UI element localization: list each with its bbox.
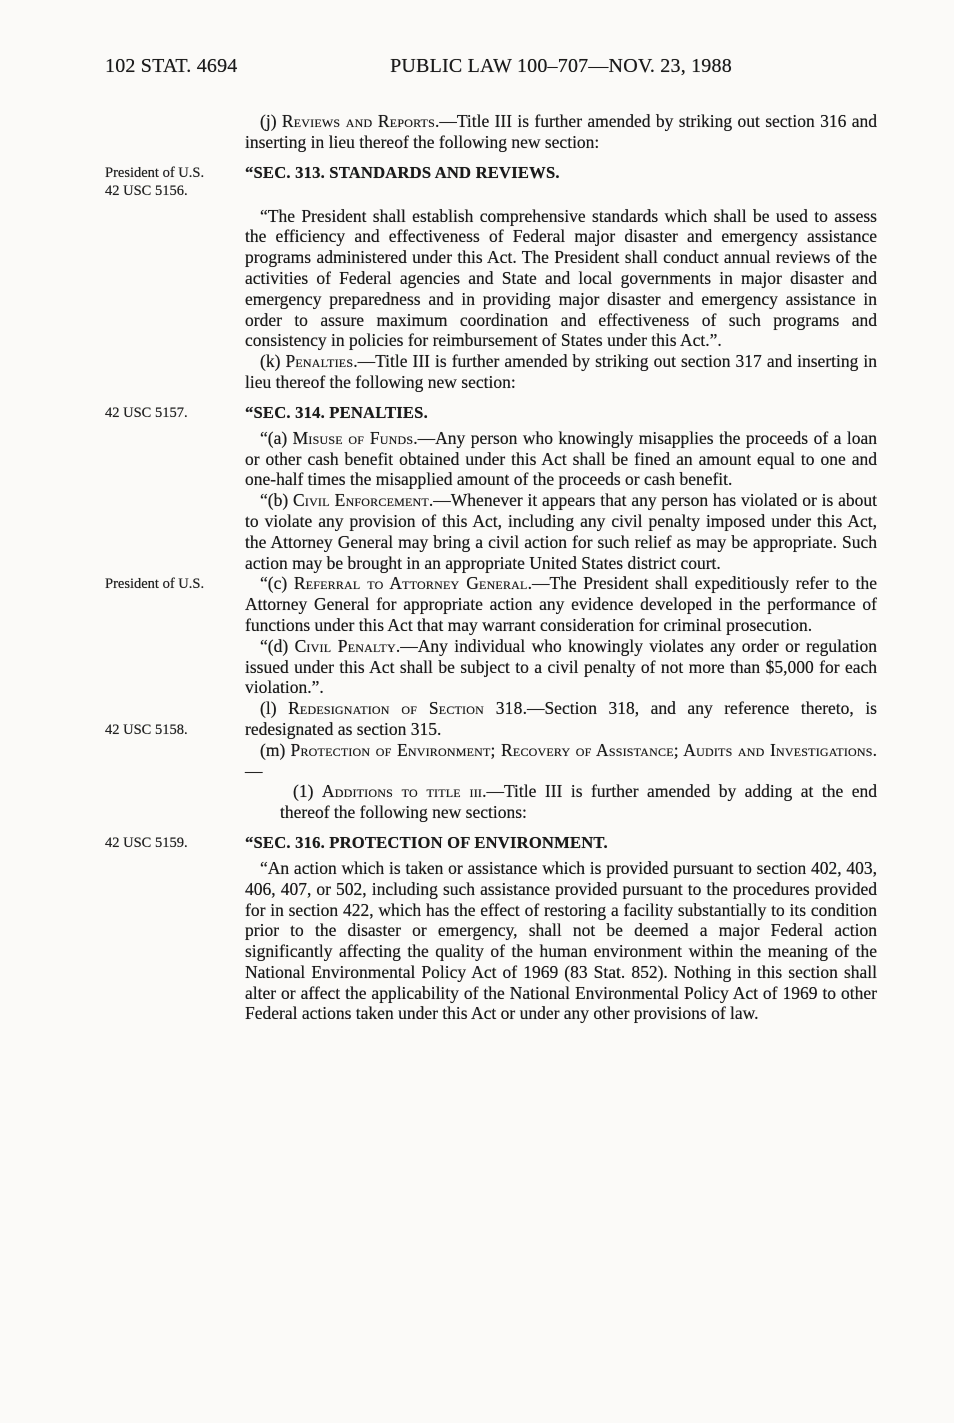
section-heading-313: “SEC. 313. STANDARDS AND REVIEWS. [245, 162, 560, 182]
row-par-m [105, 740, 877, 782]
margin-note-line: 42 USC 5159. [105, 834, 188, 851]
row-par-j [105, 111, 877, 153]
margin-note-line: 42 USC 5158. [105, 722, 188, 739]
row-heading-314 [105, 402, 877, 423]
paragraph-lead-smallcaps: Reviews and Reports [281, 111, 435, 131]
margin-note-line: President of U.S. [105, 164, 205, 181]
margin-note-empty [105, 351, 245, 393]
law-title: PUBLIC LAW 100–707—NOV. 23, 1988 [390, 55, 732, 77]
paragraph-lead-smallcaps: Penalties [285, 351, 354, 372]
margin-note-par-l [105, 698, 245, 740]
margin-note-par-c [105, 573, 245, 635]
margin-note-line: 42 USC 5157. [105, 404, 188, 421]
margin-note-empty [105, 858, 245, 1024]
row-par-a [105, 428, 877, 490]
paragraph-sec-316-text: “An action which is taken or assistance which is provided pursuant to section 402, 403, 406, 407, or 502, including such assistance provided pursuant to the procedures provided for in section 422, which has the effect of restoring a facility substantially to its condition prior to the disaster or emergency, shall not be deemed a major Federal action significantly affecting the quality of the human environment within the meaning of the National Environmental Policy Act of 1969 (83 Stat. 852). Nothing in this section shall alter or affect the applicability of the National Environmental Policy Act of 1969 to other Federal actions taken under this Act or under any other provisions of law. [245, 857, 877, 1024]
margin-note-sec-314 [105, 402, 245, 423]
paragraph-j [245, 111, 877, 153]
paragraph-label: (m) [260, 739, 291, 760]
paragraph-label: (1) [293, 781, 322, 802]
margin-note-line: President of U.S. [105, 576, 205, 593]
paragraph-lead-smallcaps: Referral to Attorney General [293, 573, 528, 594]
paragraph-b [245, 490, 877, 573]
paragraph-label: (j) [260, 111, 282, 131]
margin-note-empty [105, 781, 245, 823]
row-par-l [105, 698, 877, 740]
section-heading-316: “SEC. 316. PROTECTION OF ENVIRONMENT. [245, 832, 608, 852]
paragraph-sec-313-text: “The President shall establish comprehensive standards which shall be used to assess the efficiency and effectiveness of Federal major disaster and emergency assistance programs administered under this Act. The President shall conduct annual reviews of the activities of Federal agencies and State and local governments in major disaster and emergency preparedness and in providing major disaster and emergency assistance in order to assure maximum coordination and effectiveness of such programs and consistency in policies for reimbursement of States under this Act.”. [245, 205, 877, 351]
paragraph-lead-smallcaps: Misuse of Funds [292, 427, 414, 448]
row-par-m1 [105, 781, 877, 823]
page-header [105, 55, 877, 81]
paragraph-text: .—Any individual who knowingly violates any order or regulation issued under this Act shall be subject to a civil penalty of not more than $5,000 for each violation.”. [245, 635, 877, 698]
paragraph-text: .—Any person who knowingly misapplies the proceeds of a loan or other cash benefit obtained under this Act shall be fined an amount equal to one and one-half times the misapplied amount of the proceeds or cash benefit. [245, 427, 877, 490]
margin-note-empty [105, 490, 245, 573]
paragraph-label: “(d) [260, 635, 295, 656]
paragraph-text: .—Title III is further amended by striking out section 317 and inserting in lieu thereof the following new section: [245, 351, 878, 392]
paragraph-label: “(c) [260, 573, 294, 594]
paragraph-text: .—Title III is further amended by adding at the end thereof the following new sections: [280, 781, 877, 823]
paragraph-text: .—Whenever it appears that any person has violated or is about to violate any provision of this Act, including any civil penalty imposed under this Act, the Attorney General may bring a civil action for such relief as may be appropriate. Such action may be brought in an appropriate United States district court. [245, 490, 877, 573]
stat-page-number: 102 STAT. 4694 [105, 55, 238, 77]
paragraph-label: (k) [260, 351, 286, 372]
paragraph-label: (l) [260, 698, 289, 719]
paragraph-label: “(b) [260, 490, 293, 511]
paragraph-k [245, 351, 877, 393]
row-par-316 [105, 858, 877, 1024]
row-par-b [105, 490, 877, 573]
paragraph-m1 [245, 781, 877, 823]
paragraph-a [245, 428, 877, 490]
margin-note-sec-316 [105, 832, 245, 853]
paragraph-m [245, 740, 877, 782]
paragraph-text: .—Title III is further amended by striking out section 316 and inserting in lieu thereof the following new section: [245, 111, 877, 152]
paragraph-label: “(a) [260, 427, 293, 448]
paragraph-d [245, 636, 877, 698]
row-heading-316 [105, 832, 877, 853]
paragraph-c [245, 573, 877, 635]
paragraph-lead-smallcaps: Protection of Environment; Recovery of Assistance; Audits and Investigations [290, 739, 873, 760]
paragraph-text: .— [245, 739, 877, 781]
row-par-c [105, 573, 877, 635]
margin-note-empty [105, 111, 245, 153]
row-par-d [105, 636, 877, 698]
paragraph-lead-smallcaps: Civil Enforcement [293, 490, 429, 511]
margin-note-empty [105, 740, 245, 782]
paragraph-lead-smallcaps: Civil Penalty [294, 635, 396, 656]
row-heading-313 [105, 162, 877, 201]
paragraph-lead-smallcaps: Additions to title iii [321, 781, 483, 802]
row-par-313 [105, 206, 877, 352]
paragraph-l [245, 698, 877, 740]
margin-note-line: 42 USC 5156. [105, 183, 188, 200]
section-heading-314: “SEC. 314. PENALTIES. [245, 402, 428, 422]
margin-note-empty [105, 428, 245, 490]
paragraph-text: .—Section 318, and any reference thereto, is redesignated as section 315. [245, 698, 877, 739]
paragraph-text: .—The President shall expeditiously refer to the Attorney General for appropriate action any evidence developed in the performance of functions under this Act that may warrant consideration for criminal prosecution. [245, 573, 877, 635]
row-par-k [105, 351, 877, 393]
margin-note-empty [105, 636, 245, 698]
margin-note-sec-313 [105, 162, 245, 201]
margin-note-empty [105, 206, 245, 352]
paragraph-lead-smallcaps: Redesignation of Section 318 [288, 698, 523, 719]
